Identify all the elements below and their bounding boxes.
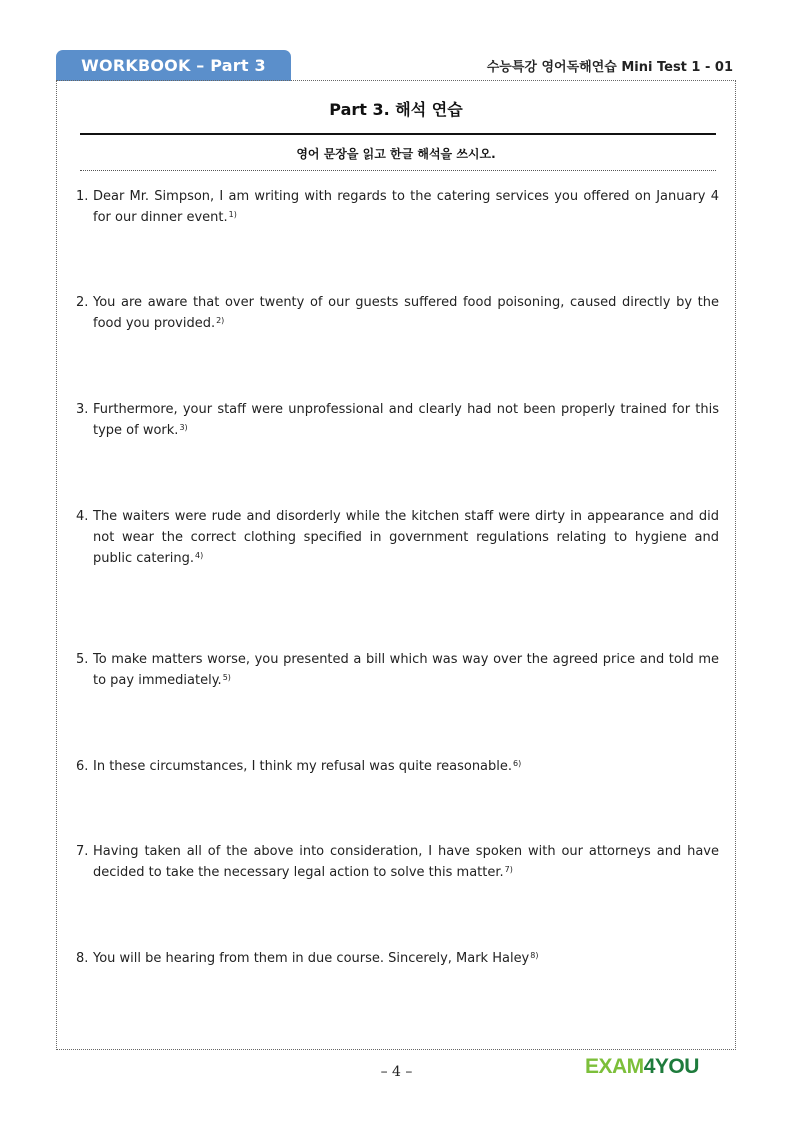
instruction-divider (80, 170, 716, 171)
item-number: 7. (76, 844, 89, 859)
item-number: 5. (76, 652, 89, 667)
list-item (76, 756, 719, 777)
item-text: In these circumstances, I think my refusal was quite reasonable. (93, 759, 513, 774)
item-number: 3. (76, 402, 89, 417)
list-item (76, 506, 719, 569)
page-number: – 4 – (380, 1064, 413, 1080)
item-number: 8. (76, 951, 89, 966)
title-divider (80, 133, 716, 135)
item-text: The waiters were rude and disorderly while the kitchen staff were dirty in appearance and did not wear the correct clothing specified in government regulations relating to hygiene and public catering. (93, 509, 719, 566)
workbook-tab: WORKBOOK – Part 3 (56, 50, 291, 81)
test-title: 수능특강 영어독해연습 Mini Test 1 - 01 (486, 60, 733, 75)
list-item (76, 841, 719, 883)
logo-text-4you: 4YOU (643, 1055, 699, 1078)
footnote-marker: 6) (513, 759, 522, 768)
list-item (76, 649, 719, 691)
footnote-marker: 3) (179, 423, 188, 432)
list-item (76, 186, 719, 228)
footnote-marker: 4) (195, 551, 204, 560)
item-text: Dear Mr. Simpson, I am writing with regards to the catering services you offered on January 4 for our dinner event. (93, 189, 719, 225)
logo-text-exam: EXAM (585, 1055, 644, 1078)
instruction-text: 영어 문장을 읽고 한글 해석을 쓰시오. (296, 147, 496, 161)
footnote-marker: 8) (530, 951, 539, 960)
item-number: 4. (76, 509, 89, 524)
item-text: To make matters worse, you presented a bill which was way over the agreed price and told me to pay immediately. (93, 652, 719, 688)
exam4you-logo (585, 1055, 699, 1079)
footnote-marker: 7) (504, 865, 513, 874)
item-number: 2. (76, 295, 89, 310)
content-frame (56, 80, 736, 1050)
list-item (76, 948, 719, 969)
item-text: You will be hearing from them in due course. Sincerely, Mark Haley (93, 951, 530, 966)
list-item (76, 399, 719, 441)
item-text: You are aware that over twenty of our guests suffered food poisoning, caused directly by the food you provided. (93, 295, 719, 331)
page-title: Part 3. 해석 연습 (329, 100, 463, 119)
list-item (76, 292, 719, 334)
item-number: 6. (76, 759, 89, 774)
footnote-marker: 2) (216, 316, 225, 325)
item-text: Having taken all of the above into consideration, I have spoken with our attorneys and have decided to take the necessary legal action to solve this matter. (93, 844, 719, 880)
footnote-marker: 1) (228, 210, 237, 219)
footnote-marker: 5) (222, 673, 231, 682)
item-text: Furthermore, your staff were unprofessional and clearly had not been properly trained for this type of work. (93, 402, 719, 438)
item-number: 1. (76, 189, 89, 204)
